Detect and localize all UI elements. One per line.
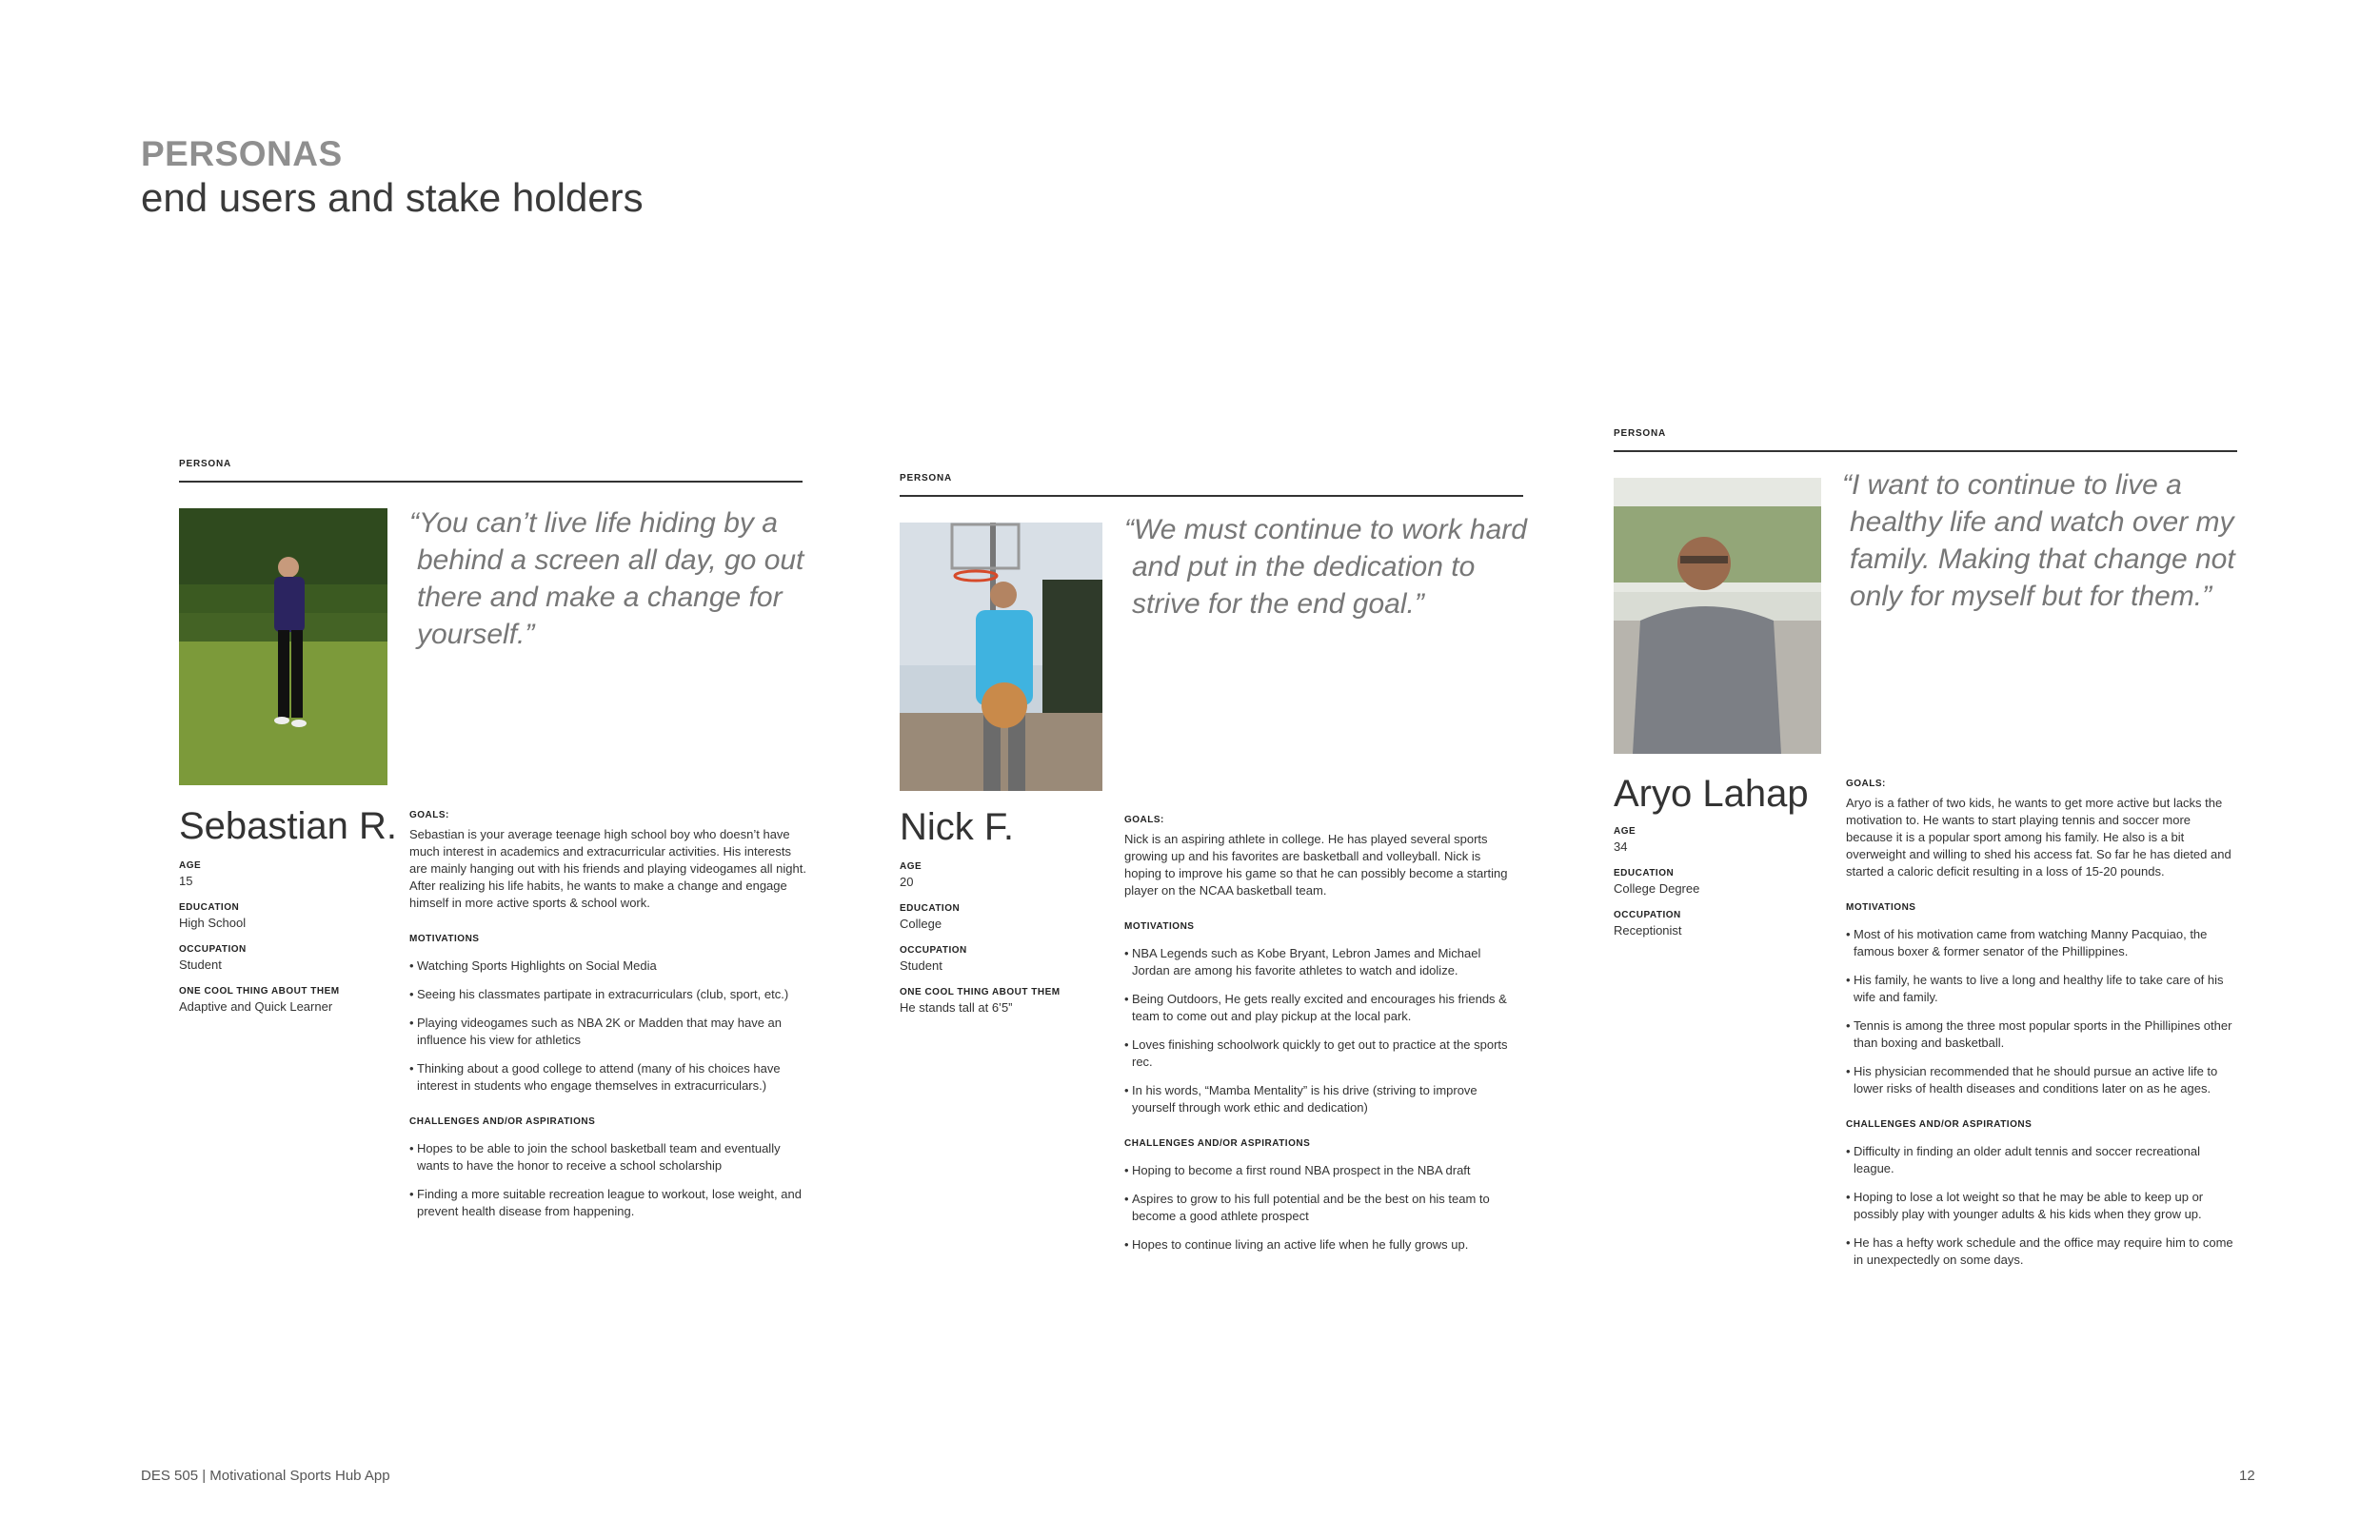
cool-thing-value: He stands tall at 6’5” — [900, 1000, 1013, 1015]
age-label: AGE — [900, 861, 922, 872]
persona-label: PERSONA — [1614, 428, 2237, 452]
list-item: • Hopes to be able to join the school basketball team and eventually wants to have the honor to receive a school scholarship — [409, 1140, 807, 1175]
education-label: EDUCATION — [1614, 868, 1675, 879]
goals-label: GOALS: — [1124, 815, 1164, 825]
page-heading — [141, 133, 644, 221]
motivations-list — [409, 958, 807, 1095]
education-label: EDUCATION — [179, 902, 240, 913]
motivations-label: MOTIVATIONS — [409, 934, 480, 944]
list-item: • Hopes to continue living an active life when he fully grows up. — [1124, 1236, 1515, 1254]
persona-label: PERSONA — [179, 459, 803, 483]
education-label: EDUCATION — [900, 903, 961, 914]
list-item: • NBA Legends such as Kobe Bryant, Lebron James and Michael Jordan are among his favorite athletes to watch and idolize. — [1124, 945, 1515, 979]
goals-text: Nick is an aspiring athlete in college. He has played several sports growing up and his favorites are basketball and volleyball. Nick is hoping to improve his game so that he can possibly become a starting player on the NCAA basketball team. — [1124, 832, 1508, 898]
education-value: College Degree — [1614, 881, 1700, 896]
list-item: • Most of his motivation came from watching Manny Pacquiao, the famous boxer & former senator of the Phillippines. — [1846, 926, 2238, 960]
cool-thing-value: Adaptive and Quick Learner — [179, 999, 333, 1014]
list-item: • Difficulty in finding an older adult tennis and soccer recreational league. — [1846, 1143, 2238, 1177]
list-item: • Playing videogames such as NBA 2K or Madden that may have an influence his view for athletics — [409, 1015, 807, 1049]
persona-details — [1846, 776, 2238, 1280]
persona-quote: “I want to continue to live a healthy life and watch over my family. Making that change not only for myself but for them.” — [1842, 469, 2235, 612]
list-item: • His family, he wants to live a long and healthy life to take care of his wife and family. — [1846, 972, 2238, 1006]
persona-card-aryo — [1614, 428, 2237, 1267]
occupation-value: Receptionist — [1614, 923, 1682, 938]
persona-quote: “We must continue to work hard and put in the dedication to strive for the end goal.” — [1124, 514, 1527, 620]
page-number: 12 — [2239, 1468, 2255, 1484]
persona-name: Aryo Lahap — [1614, 773, 1809, 815]
occupation-label: OCCUPATION — [179, 944, 247, 955]
challenges-label: CHALLENGES AND/OR ASPIRATIONS — [1124, 1138, 1311, 1149]
list-item: • Tennis is among the three most popular sports in the Phillipines other than boxing and basketball. — [1846, 1017, 2238, 1052]
list-item: • Watching Sports Highlights on Social Media — [409, 958, 807, 975]
persona-quote: “You can’t live life hiding by a behind a screen all day, go out there and make a change for yourself.” — [409, 507, 804, 650]
list-item: • Thinking about a good college to attend (many of his choices have interest in students who engage themselves in extracurriculars.) — [409, 1060, 807, 1095]
education-value: College — [900, 917, 942, 931]
persona-name: Nick F. — [900, 806, 1014, 848]
persona-photo — [900, 523, 1102, 791]
occupation-value: Student — [900, 958, 942, 973]
motivations-label: MOTIVATIONS — [1124, 921, 1195, 932]
motivations-list — [1124, 945, 1515, 1116]
persona-card-nick — [900, 473, 1527, 1252]
goals-text: Aryo is a father of two kids, he wants to get more active but lacks the motivation to. He wants to start playing tennis and soccer more because it is a popular sport among his family. He also is a bit overweight and willing to shed his access fat. So far he has dieted and started a caloric deficit resulting in a loss of 15-20 pounds. — [1846, 796, 2231, 879]
goals-label: GOALS: — [409, 810, 449, 820]
page-subtitle: end users and stake holders — [141, 175, 644, 220]
persona-card-sebastian — [179, 459, 806, 1218]
age-value: 34 — [1614, 839, 1628, 854]
page-title: PERSONAS — [141, 134, 343, 173]
challenges-label: CHALLENGES AND/OR ASPIRATIONS — [409, 1116, 596, 1127]
footer-course-label: DES 505 | Motivational Sports Hub App — [141, 1468, 390, 1484]
list-item: • Loves finishing schoolwork quickly to get out to practice at the sports rec. — [1124, 1037, 1515, 1071]
list-item: • Aspires to grow to his full potential and be the best on his team to become a good athlete prospect — [1124, 1191, 1515, 1225]
cool-thing-label: ONE COOL THING ABOUT THEM — [900, 987, 1061, 997]
challenges-label: CHALLENGES AND/OR ASPIRATIONS — [1846, 1119, 2033, 1130]
challenges-list — [409, 1140, 807, 1220]
list-item: • Hoping to become a first round NBA prospect in the NBA draft — [1124, 1162, 1515, 1179]
age-value: 20 — [900, 875, 914, 889]
challenges-list — [1124, 1162, 1515, 1254]
persona-photo — [1614, 478, 1821, 754]
goals-label: GOALS: — [1846, 779, 1886, 789]
list-item: • His physician recommended that he should pursue an active life to lower risks of health diseases and conditions later on as he ages. — [1846, 1063, 2238, 1097]
persona-label: PERSONA — [900, 473, 1523, 497]
challenges-list — [1846, 1143, 2238, 1269]
list-item: • Seeing his classmates partipate in extracurriculars (club, sport, etc.) — [409, 986, 807, 1003]
persona-photo — [179, 508, 387, 785]
cool-thing-label: ONE COOL THING ABOUT THEM — [179, 986, 340, 997]
list-item: • Finding a more suitable recreation league to workout, lose weight, and prevent health disease from happening. — [409, 1186, 807, 1220]
persona-details — [1124, 812, 1515, 1265]
persona-info — [179, 860, 379, 1015]
list-item: • He has a hefty work schedule and the office may require him to come in unexpectedly on some days. — [1846, 1234, 2238, 1269]
occupation-value: Student — [179, 958, 222, 972]
list-item: • Being Outdoors, He gets really excited and encourages his friends & team to come out and play pickup at the local park. — [1124, 991, 1515, 1025]
list-item: • Hoping to lose a lot weight so that he may be able to keep up or possibly play with younger adults & his kids when they grow up. — [1846, 1189, 2238, 1223]
age-value: 15 — [179, 874, 193, 888]
persona-info — [900, 861, 1100, 1016]
persona-info — [1614, 826, 1814, 938]
education-value: High School — [179, 916, 247, 930]
goals-text: Sebastian is your average teenage high school boy who doesn’t have much interest in academics and extracurricular activities. His interests are mainly hanging out with his friends and playing videogames all night. After realizing his life habits, he wants to make a change and engage himself in more active sports & school work. — [409, 827, 806, 910]
age-label: AGE — [179, 860, 202, 871]
motivations-label: MOTIVATIONS — [1846, 902, 1916, 913]
persona-details — [409, 807, 807, 1232]
occupation-label: OCCUPATION — [900, 945, 967, 956]
age-label: AGE — [1614, 826, 1636, 837]
persona-name: Sebastian R. — [179, 805, 398, 847]
occupation-label: OCCUPATION — [1614, 910, 1681, 920]
list-item: • In his words, “Mamba Mentality” is his drive (striving to improve yourself through work ethic and dedication) — [1124, 1082, 1515, 1116]
motivations-list — [1846, 926, 2238, 1097]
